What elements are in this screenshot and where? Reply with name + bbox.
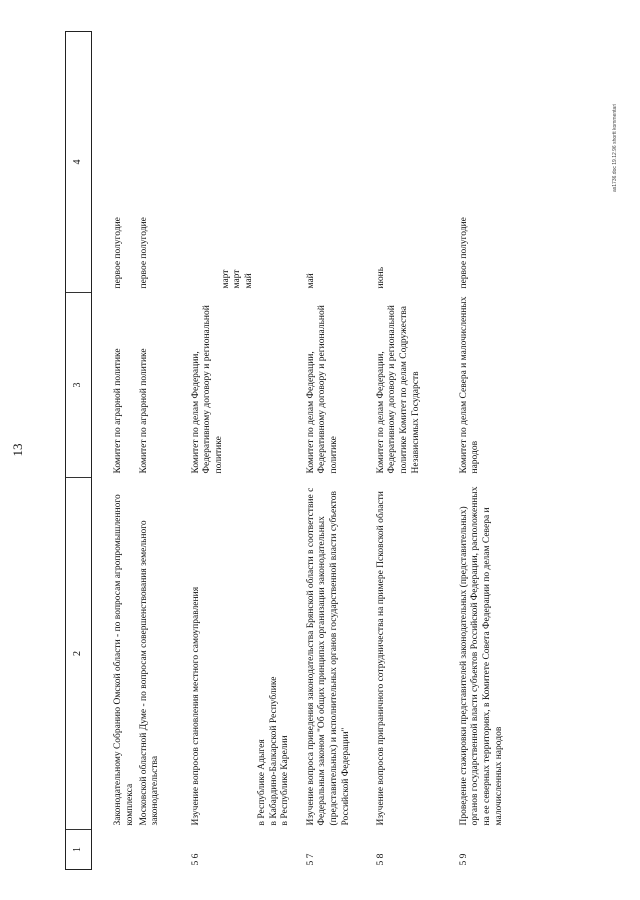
table-row-5-8 [362, 32, 445, 870]
row-number: 5 8 [375, 853, 386, 866]
row-text: Законодательному Собранию Омской области - по вопросам агропромышленного комплекса [113, 494, 135, 826]
row-text: Проведение стажировки представителей законодательных (представительных) органов государственной власти субъектов Российской Федерации, расположенных на ее северных территориях, в Комитете Совета Федерации по делам Севера и малочисленных народов [458, 486, 504, 826]
column-header-4: 4 [66, 32, 92, 293]
row-number: 5 9 [458, 853, 469, 866]
column-header-3: 3 [66, 293, 92, 478]
month-item: март [232, 269, 243, 289]
row-committee: Комитет по аграрной политике [138, 348, 149, 474]
table-row-omsk [92, 32, 139, 870]
month-item: май [243, 273, 254, 289]
file-stamp: as1736.doc 19.12.96 shortt kommentari [612, 103, 618, 192]
month-list [221, 36, 256, 289]
row-term: май [305, 273, 316, 289]
row-term: первое полугодие [138, 217, 149, 289]
column-header-2: 2 [66, 478, 92, 830]
row-number: 5 6 [190, 853, 201, 866]
region-item: в Республике Карелии [280, 735, 291, 826]
row-term: первое полугодие [113, 217, 123, 289]
row-committee: Комитет по делам Федерации, Федеративному договору и региональной политике [305, 305, 339, 474]
row-number [139, 830, 177, 870]
row-committee: Комитет по аграрной политике [113, 348, 123, 474]
row-term: июнь [375, 266, 386, 289]
month-item: март [220, 269, 231, 289]
row-term: первое полугодие [458, 217, 469, 289]
row-text: Изучение вопросов приграничного сотрудничества на примере Псковской области [375, 491, 386, 826]
row-text: Изучение вопроса приведения законодательства Брянской области в соответствие с Федеральным законом "Об общих принципах организации законодательных (представительных) и исполнительных органов государственной власти субъектов Российской Федерации" [305, 487, 351, 826]
table-row-5-9 [445, 32, 527, 870]
row-text [177, 478, 292, 830]
table-row-5-7 [292, 32, 362, 870]
region-item: в Республике Адыгея [257, 739, 268, 826]
row-number: 5 7 [305, 853, 316, 866]
table-row-5-6 [177, 32, 292, 870]
row-main-text: Изучение вопросов становления местного самоуправления [190, 586, 201, 826]
page-number: 13 [10, 443, 25, 457]
row-committee: Комитет по делам Севера и малочисленных народов [458, 296, 481, 474]
region-item: в Кабардино-Балкарской Республике [268, 676, 279, 826]
row-number [92, 830, 139, 870]
table-row-moscow [139, 32, 177, 870]
row-committee: Комитет по делам Федерации, Федеративному договору и региональной политике [190, 305, 224, 474]
region-list [257, 482, 292, 826]
column-header-1: 1 [66, 830, 92, 870]
plan-table [65, 31, 527, 870]
row-term [177, 32, 292, 293]
row-text: Московской областной Думе - по вопросам совершенствования земельного законодательства [138, 520, 161, 826]
row-committee: Комитет по делам Федерации, Федеративному договору и региональной политике Комитет по делам Содружества Независимых Государств [375, 305, 421, 474]
table-header-row [66, 32, 92, 870]
